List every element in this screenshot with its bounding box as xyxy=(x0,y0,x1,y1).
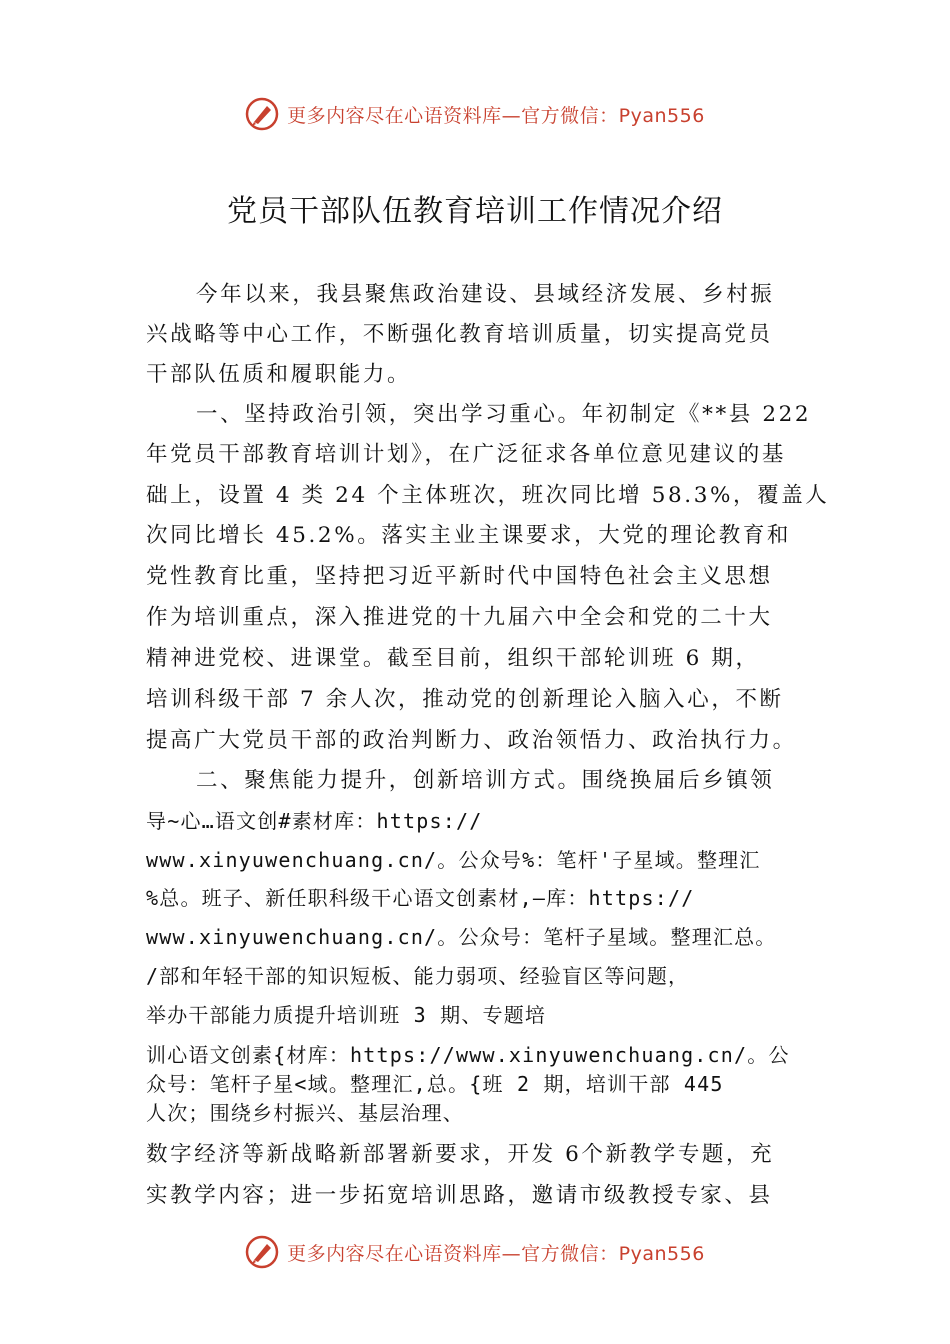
watermark-text: 更多内容尽在心语资料库—官方微信：Pyan556 xyxy=(287,1242,705,1265)
body-line: 党性教育比重，坚持把习近平新时代中国特色社会主义思想 xyxy=(146,564,773,589)
pen-seal-icon xyxy=(245,1235,279,1269)
body-line: www.xinyuwenchuang.cn/。公众号：笔杆子星域。整理汇总。 xyxy=(146,925,777,949)
pen-seal-icon xyxy=(245,97,279,131)
body-line: 举办干部能力质提升培训班 3 期、专题培 xyxy=(146,1003,547,1027)
header-watermark xyxy=(0,94,950,134)
body-line: 二、聚焦能力提升，创新培训方式。围绕换届后乡镇领 xyxy=(196,768,775,793)
body-line: 作为培训重点，深入推进党的十九届六中全会和党的二十大 xyxy=(146,605,773,630)
watermark-text: 更多内容尽在心语资料库—官方微信：Pyan556 xyxy=(287,104,705,127)
body-line: 人次；围绕乡村振兴、基层治理、 xyxy=(146,1101,464,1125)
body-line: 数字经济等新战略新部署新要求，开发 6个新教学专题，充 xyxy=(146,1142,775,1167)
body-line: 提高广大党员干部的政治判断力、政治领悟力、政治执行力。 xyxy=(146,728,797,753)
body-line: www.xinyuwenchuang.cn/。公众号%：笔杆'子星域。整理汇 xyxy=(146,848,761,872)
body-line: 干部队伍质和履职能力。 xyxy=(146,362,412,387)
body-line: 众号：笔杆子星<域。整理汇,总。{班 2 期，培训干部 445 xyxy=(146,1072,724,1096)
footer-watermark xyxy=(0,1232,950,1272)
body-line: 今年以来，我县聚焦政治建设、县域经济发展、乡村振 xyxy=(196,282,775,307)
body-line: 年党员干部教育培训计划》，在广泛征求各单位意见建议的基 xyxy=(146,442,786,467)
document-title: 党员干部队伍教育培训工作情况介绍 xyxy=(227,194,723,229)
body-line: 训心语文创素{材库：https://www.xinyuwenchuang.cn/。公 xyxy=(146,1043,790,1067)
body-line: 础上，设置 4 类 24 个主体班次，班次同比增 58.3%，覆盖人 xyxy=(146,483,830,508)
body-line: 兴战略等中心工作，不断强化教育培训质量，切实提高党员 xyxy=(146,322,773,347)
body-line: /部和年轻干部的知识短板、能力弱项、经验盲区等问题， xyxy=(146,964,690,988)
body-line: %总。班子、新任职科级干心语文创素材,—库：https:// xyxy=(146,886,695,910)
body-line: 次同比增长 45.2%。落实主业主课要求，大党的理论教育和 xyxy=(146,523,792,548)
body-line: 实教学内容；进一步拓宽培训思路，邀请市级教授专家、县 xyxy=(146,1183,773,1208)
body-line: 导~心…语文创#素材库：https:// xyxy=(146,809,483,833)
body-line: 精神进党校、进课堂。截至目前，组织干部轮训班 6 期， xyxy=(146,646,760,671)
body-line: 培训科级干部 7 余人次，推动党的创新理论入脑入心，不断 xyxy=(146,687,784,712)
body-line: 一、坚持政治引领，突出学习重心。年初制定《**县 222 xyxy=(196,402,812,427)
